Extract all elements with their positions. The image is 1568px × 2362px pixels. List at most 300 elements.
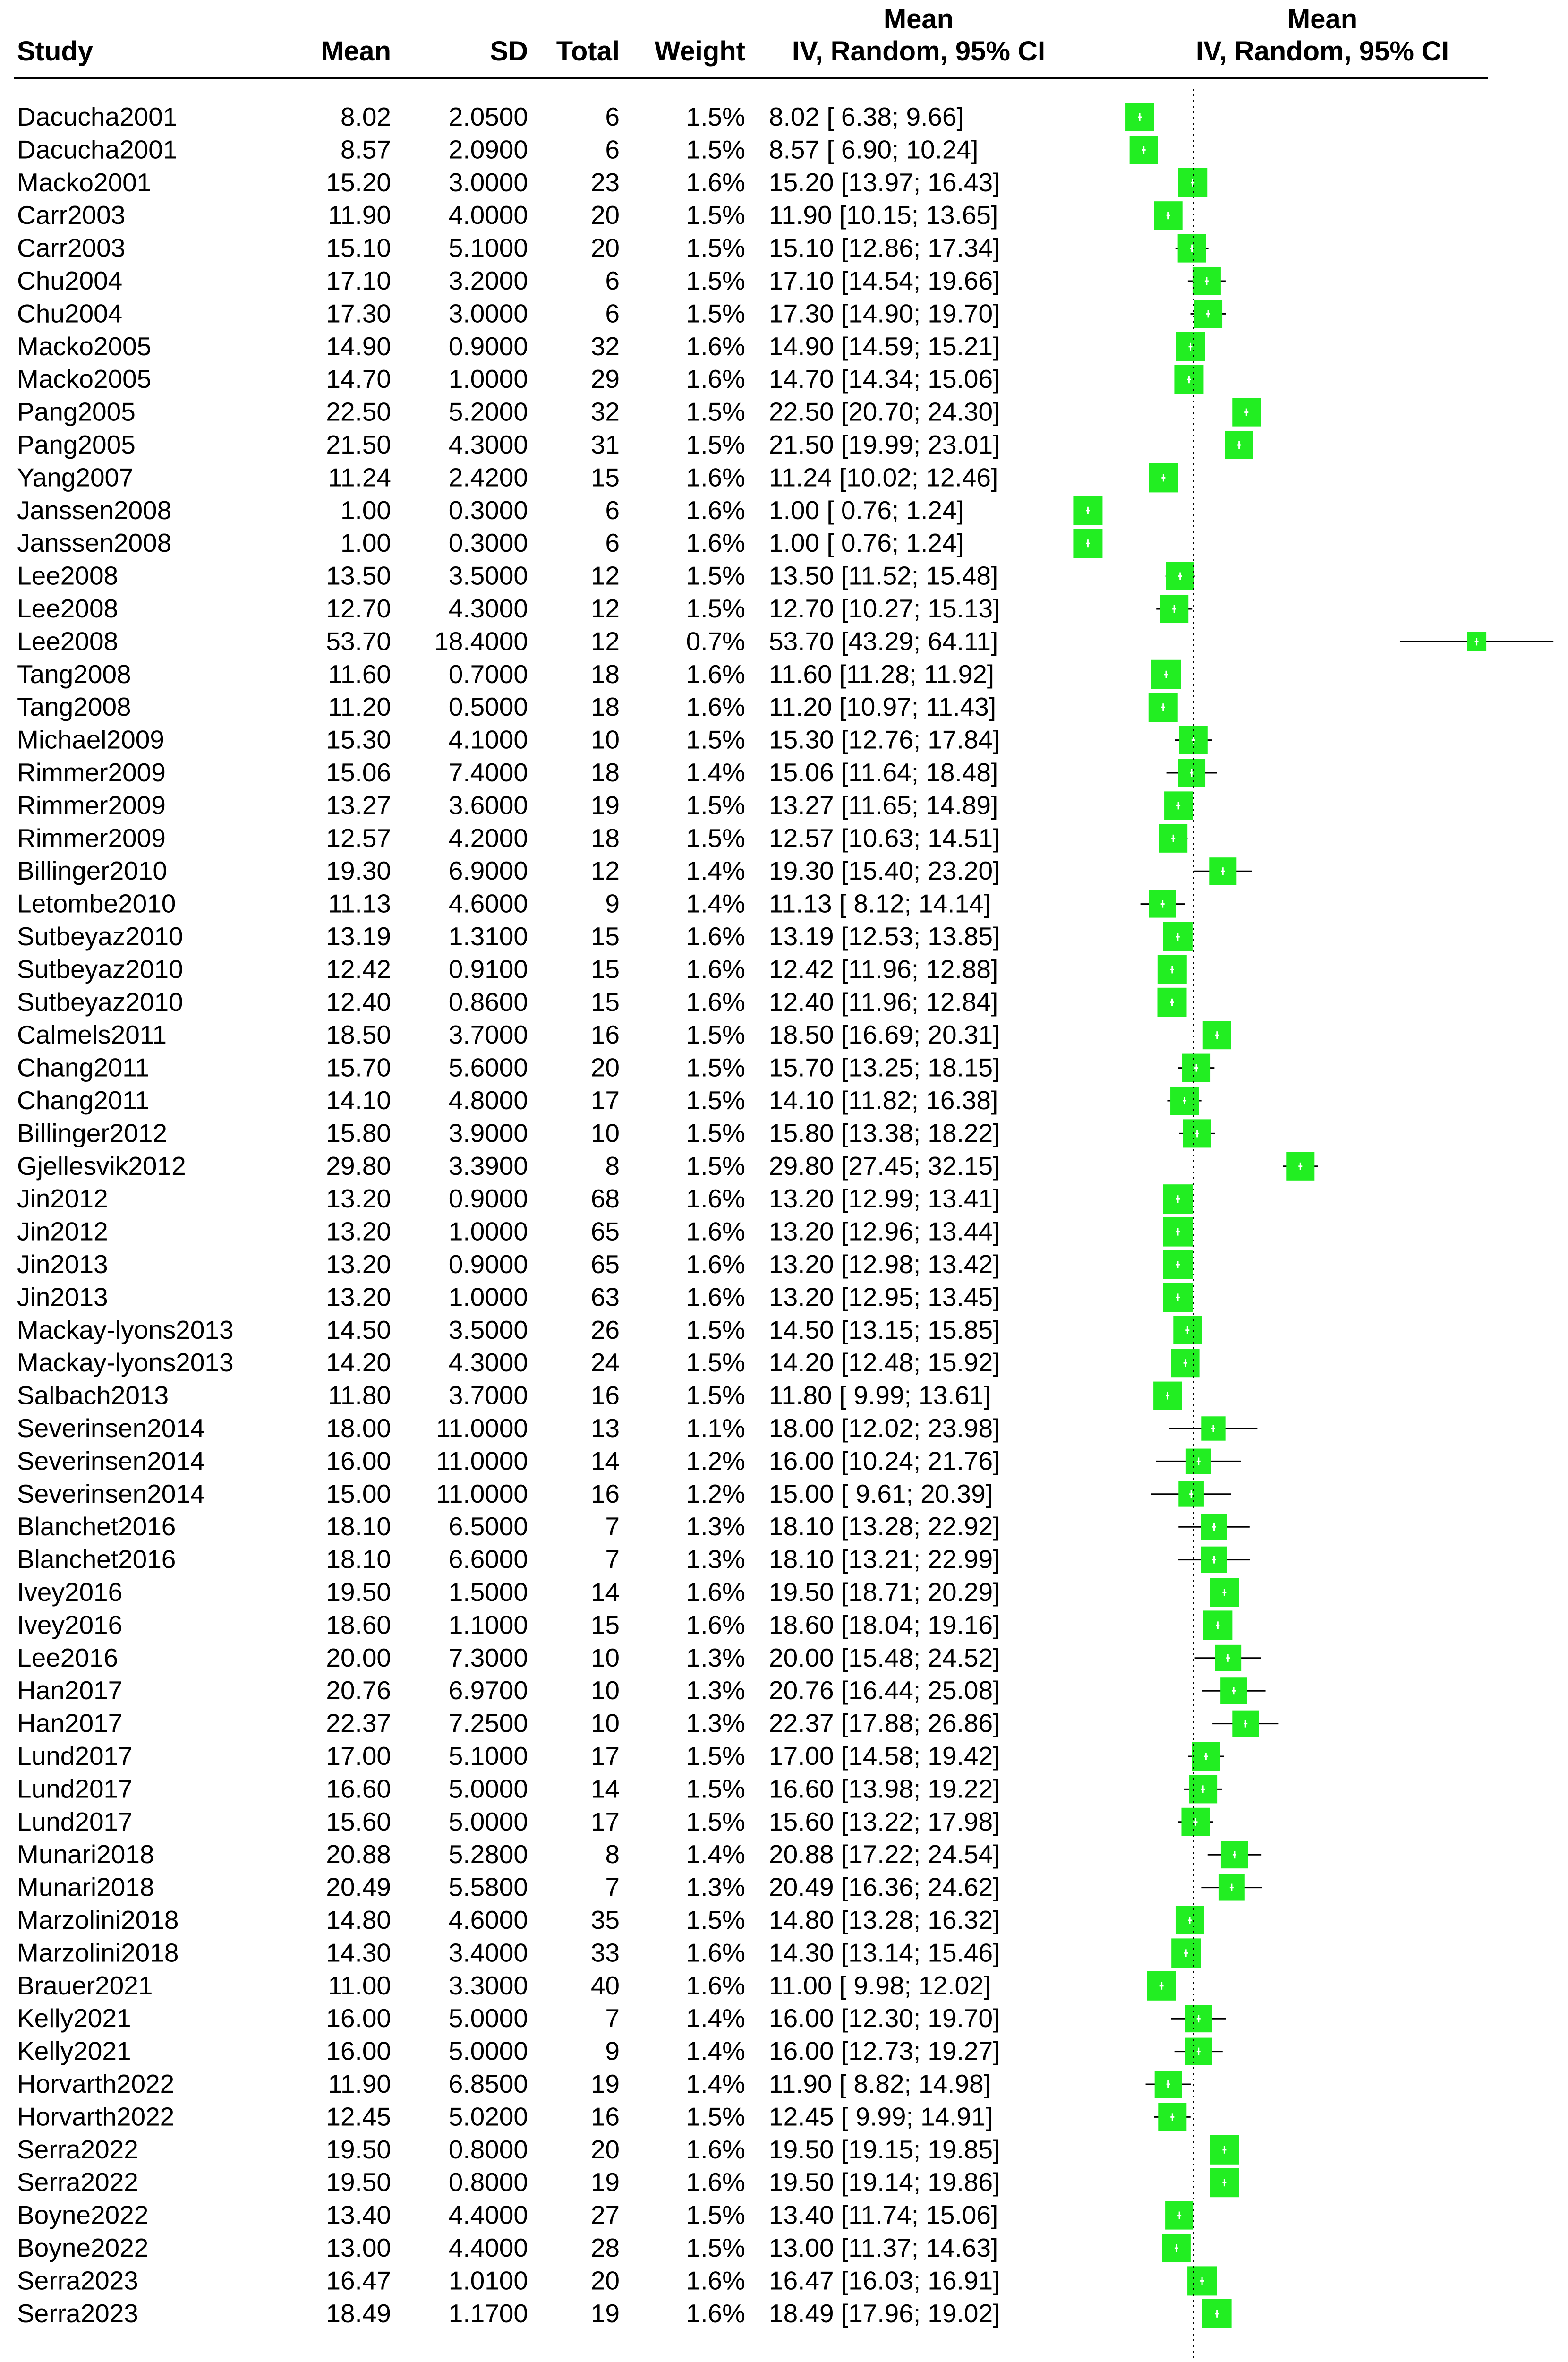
study-name: Tang2008 bbox=[17, 692, 131, 722]
study-ci-text: 19.50 [19.15; 19.85] bbox=[769, 2134, 1000, 2164]
study-name: Sutbeyaz2010 bbox=[17, 954, 183, 984]
study-name: Horvarth2022 bbox=[17, 2069, 175, 2098]
table-row bbox=[17, 2102, 993, 2131]
study-ci-text: 18.00 [12.02; 23.98] bbox=[769, 1413, 1000, 1443]
study-ci-text: 11.60 [11.28; 11.92] bbox=[769, 659, 995, 689]
study-name: Lee2016 bbox=[17, 1643, 119, 1672]
study-name: Ivey2016 bbox=[17, 1610, 123, 1640]
study-mean: 12.45 bbox=[326, 2102, 391, 2131]
study-name: Munari2018 bbox=[17, 1840, 154, 1869]
study-weight: 1.5% bbox=[686, 1380, 745, 1410]
study-name: Lund2017 bbox=[17, 1741, 133, 1771]
study-name: Marzolini2018 bbox=[17, 1938, 179, 1968]
study-total: 6 bbox=[605, 528, 620, 558]
study-ci-text: 15.80 [13.38; 18.22] bbox=[769, 1118, 1000, 1148]
study-total: 20 bbox=[590, 2134, 620, 2164]
study-sd: 2.0500 bbox=[448, 102, 528, 131]
study-weight: 1.2% bbox=[686, 1479, 745, 1508]
study-mean: 18.10 bbox=[326, 1512, 391, 1541]
study-name: Brauer2021 bbox=[17, 1970, 153, 2000]
study-sd: 1.1700 bbox=[448, 2298, 528, 2328]
header-ci-top: Mean bbox=[883, 4, 954, 34]
table-row bbox=[17, 922, 1000, 951]
study-weight: 1.5% bbox=[686, 1118, 745, 1148]
study-mean: 11.90 bbox=[328, 2069, 391, 2098]
study-name: Rimmer2009 bbox=[17, 790, 166, 820]
table-row bbox=[17, 1807, 1000, 1836]
study-total: 14 bbox=[590, 1774, 620, 1804]
study-name: Mackay-lyons2013 bbox=[17, 1348, 234, 1378]
table-row bbox=[17, 1610, 1000, 1639]
study-total: 26 bbox=[590, 1315, 620, 1344]
study-ci-text: 15.70 [13.25; 18.15] bbox=[769, 1053, 1000, 1082]
study-total: 17 bbox=[590, 1741, 620, 1771]
study-name: Jin2012 bbox=[17, 1216, 108, 1246]
table-row bbox=[17, 2037, 1000, 2066]
table-row bbox=[17, 889, 991, 918]
study-mean: 11.90 bbox=[328, 200, 391, 230]
study-weight: 1.5% bbox=[686, 233, 745, 263]
study-mean: 13.40 bbox=[326, 2200, 391, 2230]
study-ci-text: 19.30 [15.40; 23.20] bbox=[769, 856, 1000, 886]
study-total: 13 bbox=[590, 1413, 620, 1443]
study-mean: 12.57 bbox=[326, 823, 391, 853]
table-row bbox=[17, 594, 1000, 623]
table-row bbox=[17, 1020, 1000, 1049]
study-sd: 2.0900 bbox=[448, 135, 528, 164]
study-mean: 18.49 bbox=[326, 2298, 391, 2328]
study-total: 27 bbox=[590, 2200, 620, 2230]
study-mean: 13.20 bbox=[326, 1249, 391, 1279]
study-sd: 4.3000 bbox=[448, 430, 528, 459]
study-mean: 14.30 bbox=[326, 1938, 391, 1968]
study-sd: 5.5800 bbox=[448, 1872, 528, 1902]
study-sd: 3.5000 bbox=[448, 1315, 528, 1344]
study-ci-text: 13.20 [12.95; 13.45] bbox=[769, 1282, 1000, 1312]
study-sd: 5.0200 bbox=[448, 2102, 528, 2131]
table-row bbox=[17, 299, 1000, 328]
study-mean: 1.00 bbox=[340, 495, 391, 525]
study-total: 24 bbox=[590, 1348, 620, 1378]
study-weight: 1.6% bbox=[686, 922, 745, 951]
study-sd: 1.1000 bbox=[448, 1610, 528, 1640]
study-name: Ivey2016 bbox=[17, 1577, 123, 1607]
study-ci-text: 20.49 [16.36; 24.62] bbox=[769, 1872, 1000, 1902]
study-total: 12 bbox=[590, 594, 620, 623]
study-total: 12 bbox=[590, 561, 620, 590]
study-weight: 1.5% bbox=[686, 790, 745, 820]
table-row bbox=[17, 1348, 1000, 1377]
study-weight: 1.5% bbox=[686, 266, 745, 295]
study-name: Lee2008 bbox=[17, 594, 119, 623]
table-row bbox=[17, 1053, 1000, 1082]
study-total: 19 bbox=[590, 790, 620, 820]
table-row bbox=[17, 1774, 1000, 1803]
study-mean: 13.27 bbox=[326, 790, 391, 820]
table-row bbox=[17, 1840, 1000, 1869]
study-total: 6 bbox=[605, 135, 620, 164]
study-sd: 3.5000 bbox=[448, 561, 528, 590]
study-name: Severinsen2014 bbox=[17, 1479, 205, 1508]
study-weight: 1.6% bbox=[686, 2167, 745, 2197]
table-row bbox=[17, 364, 1000, 394]
study-total: 6 bbox=[605, 299, 620, 328]
study-name: Macko2005 bbox=[17, 364, 152, 394]
study-ci-text: 16.00 [12.30; 19.70] bbox=[769, 2003, 1000, 2033]
study-ci-text: 11.00 [ 9.98; 12.02] bbox=[769, 1970, 991, 2000]
study-total: 18 bbox=[590, 659, 620, 689]
study-sd: 0.9000 bbox=[448, 331, 528, 361]
study-weight: 1.3% bbox=[686, 1544, 745, 1574]
study-ci-text: 8.57 [ 6.90; 10.24] bbox=[769, 135, 979, 164]
study-mean: 1.00 bbox=[340, 528, 391, 558]
study-sd: 0.7000 bbox=[448, 659, 528, 689]
study-total: 16 bbox=[590, 1380, 620, 1410]
study-mean: 8.57 bbox=[340, 135, 391, 164]
study-total: 19 bbox=[590, 2298, 620, 2328]
study-sd: 0.9100 bbox=[448, 954, 528, 984]
table-row bbox=[17, 692, 996, 721]
study-ci-text: 11.13 [ 8.12; 14.14] bbox=[769, 889, 991, 918]
study-weight: 1.5% bbox=[686, 1315, 745, 1344]
study-weight: 1.4% bbox=[686, 856, 745, 886]
study-ci-text: 19.50 [19.14; 19.86] bbox=[769, 2167, 1000, 2197]
study-weight: 1.1% bbox=[686, 1413, 745, 1443]
study-ci-text: 13.27 [11.65; 14.89] bbox=[769, 790, 998, 820]
study-total: 18 bbox=[590, 692, 620, 722]
study-ci-text: 13.19 [12.53; 13.85] bbox=[769, 922, 1000, 951]
table-row bbox=[17, 561, 998, 590]
table-row bbox=[17, 2135, 1000, 2164]
study-mean: 14.80 bbox=[326, 1905, 391, 1934]
study-weight: 1.5% bbox=[686, 2102, 745, 2131]
study-mean: 13.20 bbox=[326, 1216, 391, 1246]
study-sd: 5.2800 bbox=[448, 1840, 528, 1869]
study-sd: 5.2000 bbox=[448, 397, 528, 427]
study-sd: 1.0000 bbox=[448, 364, 528, 394]
study-name: Gjellesvik2012 bbox=[17, 1151, 186, 1181]
study-weight: 1.6% bbox=[686, 331, 745, 361]
study-total: 65 bbox=[590, 1216, 620, 1246]
study-mean: 15.80 bbox=[326, 1118, 391, 1148]
study-weight: 1.6% bbox=[686, 528, 745, 558]
study-sd: 0.8000 bbox=[448, 2167, 528, 2197]
study-mean: 17.30 bbox=[326, 299, 391, 328]
study-ci-text: 12.57 [10.63; 14.51] bbox=[769, 823, 1000, 853]
table-row bbox=[17, 1741, 1000, 1771]
study-ci-text: 15.30 [12.76; 17.84] bbox=[769, 725, 1000, 754]
study-total: 23 bbox=[590, 167, 620, 197]
study-total: 16 bbox=[590, 2102, 620, 2131]
study-mean: 16.00 bbox=[326, 2036, 391, 2066]
study-ci-text: 11.20 [10.97; 11.43] bbox=[769, 692, 997, 722]
study-weight: 1.5% bbox=[686, 1053, 745, 1082]
study-total: 29 bbox=[590, 364, 620, 394]
study-mean: 13.00 bbox=[326, 2233, 391, 2262]
study-name: Horvarth2022 bbox=[17, 2102, 175, 2131]
header-total: Total bbox=[556, 36, 620, 67]
study-mean: 12.70 bbox=[326, 594, 391, 623]
study-mean: 22.50 bbox=[326, 397, 391, 427]
study-total: 40 bbox=[590, 1970, 620, 2000]
study-weight: 1.5% bbox=[686, 1741, 745, 1771]
study-weight: 1.6% bbox=[686, 167, 745, 197]
study-weight: 1.6% bbox=[686, 1970, 745, 2000]
plot-area bbox=[1073, 89, 1553, 2362]
study-name: Jin2012 bbox=[17, 1184, 108, 1214]
study-sd: 4.4000 bbox=[448, 2233, 528, 2262]
study-mean: 11.20 bbox=[328, 692, 391, 722]
study-weight: 1.6% bbox=[686, 1282, 745, 1312]
study-name: Jin2013 bbox=[17, 1249, 108, 1279]
study-name: Serra2023 bbox=[17, 2298, 138, 2328]
study-name: Lee2008 bbox=[17, 626, 119, 656]
study-weight: 1.5% bbox=[686, 299, 745, 328]
study-name: Blanchet2016 bbox=[17, 1512, 176, 1541]
study-mean: 19.30 bbox=[326, 856, 391, 886]
study-mean: 18.60 bbox=[326, 1610, 391, 1640]
study-ci-text: 17.10 [14.54; 19.66] bbox=[769, 266, 1000, 295]
study-sd: 5.0000 bbox=[448, 2003, 528, 2033]
study-name: Billinger2012 bbox=[17, 1118, 167, 1148]
study-mean: 14.20 bbox=[326, 1348, 391, 1378]
study-ci-text: 15.20 [13.97; 16.43] bbox=[769, 167, 1000, 197]
table-row bbox=[17, 1577, 1000, 1607]
study-sd: 0.8600 bbox=[448, 987, 528, 1017]
study-weight: 1.6% bbox=[686, 495, 745, 525]
study-sd: 6.5000 bbox=[448, 1512, 528, 1541]
study-sd: 0.3000 bbox=[448, 528, 528, 558]
table-row bbox=[17, 856, 1000, 885]
study-ci-text: 11.90 [10.15; 13.65] bbox=[769, 200, 998, 230]
table-row bbox=[17, 1151, 1000, 1181]
study-mean: 20.00 bbox=[326, 1643, 391, 1672]
study-sd: 3.3900 bbox=[448, 1151, 528, 1181]
study-sd: 11.0000 bbox=[436, 1413, 528, 1443]
study-sd: 18.4000 bbox=[434, 626, 528, 656]
study-sd: 3.3000 bbox=[448, 1970, 528, 2000]
study-sd: 4.3000 bbox=[448, 1348, 528, 1378]
study-ci-text: 17.30 [14.90; 19.70] bbox=[769, 299, 1000, 328]
table-row bbox=[17, 168, 1000, 197]
study-name: Severinsen2014 bbox=[17, 1413, 205, 1443]
study-sd: 0.5000 bbox=[448, 692, 528, 722]
table-row bbox=[17, 1118, 1000, 1147]
study-weight: 1.5% bbox=[686, 725, 745, 754]
study-name: Tang2008 bbox=[17, 659, 131, 689]
study-sd: 4.1000 bbox=[448, 725, 528, 754]
table-row bbox=[17, 2266, 1000, 2295]
study-total: 18 bbox=[590, 823, 620, 853]
table-row bbox=[17, 2003, 1000, 2033]
table-row bbox=[17, 758, 998, 787]
study-name: Carr2003 bbox=[17, 233, 126, 263]
study-name: Severinsen2014 bbox=[17, 1446, 205, 1476]
table-row bbox=[17, 1184, 1000, 1213]
table-row bbox=[17, 659, 994, 689]
study-sd: 4.6000 bbox=[448, 1905, 528, 1934]
study-total: 19 bbox=[590, 2069, 620, 2098]
study-total: 31 bbox=[590, 430, 620, 459]
table-row bbox=[17, 1545, 1000, 1574]
study-weight: 1.3% bbox=[686, 1872, 745, 1902]
study-weight: 1.6% bbox=[686, 954, 745, 984]
study-mean: 11.13 bbox=[328, 889, 391, 918]
study-weight: 0.7% bbox=[686, 626, 745, 656]
table-row bbox=[17, 332, 1000, 361]
study-rows bbox=[17, 102, 1000, 2328]
table-row bbox=[17, 2299, 1000, 2328]
study-total: 16 bbox=[590, 1479, 620, 1508]
table-row bbox=[17, 1971, 991, 2000]
study-sd: 3.0000 bbox=[448, 167, 528, 197]
study-ci-text: 15.06 [11.64; 18.48] bbox=[769, 758, 998, 787]
study-ci-text: 15.10 [12.86; 17.34] bbox=[769, 233, 1000, 263]
study-sd: 1.0000 bbox=[448, 1282, 528, 1312]
table-row bbox=[17, 1086, 998, 1115]
study-mean: 19.50 bbox=[326, 2134, 391, 2164]
study-mean: 12.42 bbox=[326, 954, 391, 984]
study-weight: 1.5% bbox=[686, 2233, 745, 2262]
study-sd: 3.2000 bbox=[448, 266, 528, 295]
study-name: Dacucha2001 bbox=[17, 102, 178, 131]
study-mean: 16.47 bbox=[326, 2266, 391, 2295]
study-weight: 1.4% bbox=[686, 2069, 745, 2098]
study-weight: 1.4% bbox=[686, 2003, 745, 2033]
study-sd: 4.8000 bbox=[448, 1086, 528, 1115]
study-weight: 1.3% bbox=[686, 1676, 745, 1705]
study-weight: 1.5% bbox=[686, 1806, 745, 1836]
table-row bbox=[17, 1446, 1000, 1475]
study-ci-text: 20.88 [17.22; 24.54] bbox=[769, 1840, 1000, 1869]
study-sd: 11.0000 bbox=[436, 1446, 528, 1476]
study-sd: 3.6000 bbox=[448, 790, 528, 820]
study-weight: 1.6% bbox=[686, 692, 745, 722]
study-sd: 1.5000 bbox=[448, 1577, 528, 1607]
study-ci-text: 12.40 [11.96; 12.84] bbox=[769, 987, 998, 1017]
study-ci-text: 14.30 [13.14; 15.46] bbox=[769, 1938, 1000, 1968]
study-name: Lund2017 bbox=[17, 1774, 133, 1804]
table-row bbox=[17, 1512, 1000, 1541]
study-total: 32 bbox=[590, 331, 620, 361]
study-ci-text: 22.50 [20.70; 24.30] bbox=[769, 397, 1000, 427]
study-ci-text: 12.70 [10.27; 15.13] bbox=[769, 594, 1000, 623]
study-mean: 15.00 bbox=[326, 1479, 391, 1508]
study-name: Billinger2010 bbox=[17, 856, 167, 886]
study-ci-text: 15.00 [ 9.61; 20.39] bbox=[769, 1479, 993, 1508]
study-ci-text: 18.49 [17.96; 19.02] bbox=[769, 2298, 1000, 2328]
table-row bbox=[17, 1676, 1000, 1705]
study-weight: 1.6% bbox=[686, 1938, 745, 1968]
table-row bbox=[17, 1381, 991, 1410]
study-sd: 6.9700 bbox=[448, 1676, 528, 1705]
study-mean: 21.50 bbox=[326, 430, 391, 459]
study-mean: 11.24 bbox=[328, 462, 391, 492]
table-row bbox=[17, 1938, 1000, 1967]
study-sd: 7.3000 bbox=[448, 1643, 528, 1672]
study-weight: 1.3% bbox=[686, 1643, 745, 1672]
study-weight: 1.5% bbox=[686, 1020, 745, 1050]
study-total: 35 bbox=[590, 1905, 620, 1934]
study-total: 15 bbox=[590, 462, 620, 492]
study-ci-text: 14.70 [14.34; 15.06] bbox=[769, 364, 1000, 394]
study-name: Serra2022 bbox=[17, 2167, 138, 2197]
study-total: 63 bbox=[590, 1282, 620, 1312]
study-sd: 0.8000 bbox=[448, 2134, 528, 2164]
study-ci-text: 14.20 [12.48; 15.92] bbox=[769, 1348, 1000, 1378]
study-ci-text: 20.76 [16.44; 25.08] bbox=[769, 1676, 1000, 1705]
study-weight: 1.6% bbox=[686, 659, 745, 689]
study-total: 6 bbox=[605, 266, 620, 295]
table-row bbox=[17, 528, 964, 557]
study-weight: 1.5% bbox=[686, 594, 745, 623]
study-total: 15 bbox=[590, 954, 620, 984]
study-ci-text: 18.10 [13.21; 22.99] bbox=[769, 1544, 1000, 1574]
study-mean: 12.40 bbox=[326, 987, 391, 1017]
study-name: Lund2017 bbox=[17, 1806, 133, 1836]
study-mean: 17.10 bbox=[326, 266, 391, 295]
study-total: 10 bbox=[590, 1708, 620, 1738]
study-sd: 3.4000 bbox=[448, 1938, 528, 1968]
table-row bbox=[17, 397, 1000, 427]
table-row bbox=[17, 1413, 1000, 1443]
table-row bbox=[17, 2069, 991, 2098]
study-sd: 4.3000 bbox=[448, 594, 528, 623]
study-weight: 1.6% bbox=[686, 987, 745, 1017]
study-sd: 4.4000 bbox=[448, 2200, 528, 2230]
study-total: 14 bbox=[590, 1577, 620, 1607]
study-ci-text: 15.60 [13.22; 17.98] bbox=[769, 1806, 1000, 1836]
study-name: Blanchet2016 bbox=[17, 1544, 176, 1574]
study-weight: 1.5% bbox=[686, 823, 745, 853]
table-row bbox=[17, 462, 998, 492]
study-mean: 16.00 bbox=[326, 1446, 391, 1476]
study-ci-text: 13.20 [12.99; 13.41] bbox=[769, 1184, 1000, 1214]
study-total: 15 bbox=[590, 1610, 620, 1640]
study-mean: 13.19 bbox=[326, 922, 391, 951]
table-row bbox=[17, 626, 998, 656]
study-sd: 5.0000 bbox=[448, 1806, 528, 1836]
study-ci-text: 1.00 [ 0.76; 1.24] bbox=[769, 495, 964, 525]
study-sd: 6.6000 bbox=[448, 1544, 528, 1574]
study-mean: 15.20 bbox=[326, 167, 391, 197]
table-row bbox=[17, 1217, 1000, 1246]
study-name: Jin2013 bbox=[17, 1282, 108, 1312]
study-ci-text: 18.10 [13.28; 22.92] bbox=[769, 1512, 1000, 1541]
study-weight: 1.6% bbox=[686, 462, 745, 492]
study-weight: 1.6% bbox=[686, 1216, 745, 1246]
table-row bbox=[17, 233, 1000, 263]
study-name: Mackay-lyons2013 bbox=[17, 1315, 234, 1344]
study-ci-text: 14.80 [13.28; 16.32] bbox=[769, 1905, 1000, 1934]
study-mean: 29.80 bbox=[326, 1151, 391, 1181]
study-total: 15 bbox=[590, 987, 620, 1017]
study-total: 20 bbox=[590, 233, 620, 263]
study-mean: 14.70 bbox=[326, 364, 391, 394]
study-sd: 3.7000 bbox=[448, 1020, 528, 1050]
study-sd: 5.6000 bbox=[448, 1053, 528, 1082]
study-total: 12 bbox=[590, 626, 620, 656]
study-mean: 15.10 bbox=[326, 233, 391, 263]
study-name: Yang2007 bbox=[17, 462, 134, 492]
study-total: 68 bbox=[590, 1184, 620, 1214]
study-sd: 4.6000 bbox=[448, 889, 528, 918]
study-ci-text: 17.00 [14.58; 19.42] bbox=[769, 1741, 1000, 1771]
study-total: 18 bbox=[590, 758, 620, 787]
study-total: 20 bbox=[590, 2266, 620, 2295]
table-row bbox=[17, 823, 1000, 853]
study-sd: 1.0000 bbox=[448, 1216, 528, 1246]
